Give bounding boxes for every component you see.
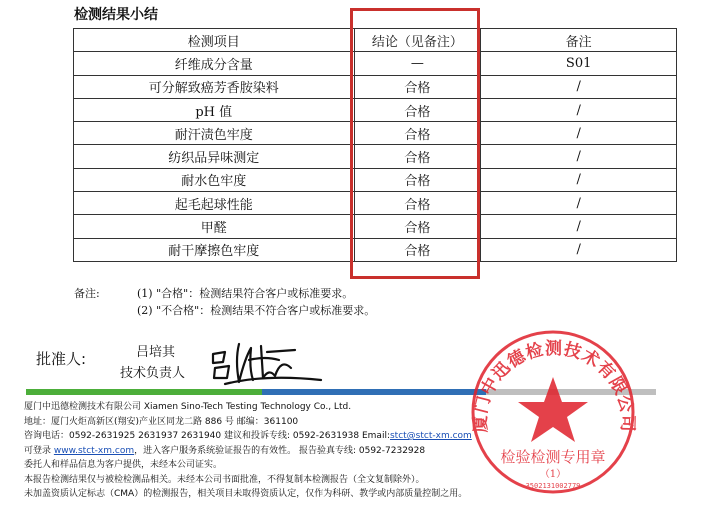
footer-address: 地址：厦门火炬高新区(翔安)产业区同龙二路 886 号 邮编：361100	[24, 416, 299, 427]
cell-conclusion: 合格	[354, 238, 481, 261]
company-seal-stamp	[468, 327, 638, 497]
cell-conclusion: 合格	[354, 192, 481, 215]
footer	[24, 400, 472, 502]
cell-remark: /	[481, 192, 677, 215]
svg-text:厦门中迅德检测技术有限公司: 厦门中迅德检测技术有限公司	[470, 339, 638, 433]
footer-disclaimer-1: 委托人和样品信息为客户提供，未经本公司证实。	[24, 460, 223, 470]
header-conclusion: 结论（见备注）	[354, 29, 481, 52]
header-test-item: 检测项目	[74, 29, 355, 52]
cell-conclusion: 合格	[354, 98, 481, 121]
cell-remark: /	[481, 122, 677, 145]
cell-conclusion: 合格	[354, 215, 481, 238]
cell-remark: /	[481, 168, 677, 191]
cell-conclusion: —	[354, 52, 481, 75]
cell-remark: S01	[481, 52, 677, 75]
footer-login-prefix: 可登录	[24, 445, 54, 456]
footer-phone: 咨询电话：0592-2631925 2631937 2631940 建议和投诉专线: 0592-2631938 Email:	[24, 431, 390, 441]
svg-text:3502131002779: 3502131002779	[525, 482, 581, 490]
cell-test-item: 耐水色牢度	[74, 168, 355, 191]
cell-test-item: 耐干摩擦色牢度	[74, 238, 355, 261]
signer-role: 技术负责人	[120, 366, 186, 381]
cell-test-item: 甲醛	[74, 215, 355, 238]
footer-company: 厦门中迅德检测技术有限公司 Xiamen Sino-Tech Testing Technology Co., Ltd.	[24, 402, 352, 412]
handwritten-signature	[205, 338, 325, 388]
notes-label: 备注:	[74, 287, 100, 300]
signer-block	[120, 342, 185, 384]
cell-test-item: pH 值	[74, 98, 355, 121]
cell-test-item: 起毛起球性能	[74, 192, 355, 215]
svg-text:（1）: （1）	[539, 469, 567, 480]
star-icon	[518, 377, 588, 442]
cell-test-item: 可分解致癌芳香胺染料	[74, 75, 355, 98]
footer-login-suffix: ，进入客户服务系统验证报告的有效性。 报告验真专线: 0592-7232928	[134, 445, 426, 456]
footer-color-bar	[26, 389, 486, 395]
color-bar-blue	[262, 389, 486, 395]
color-bar-green	[26, 389, 262, 395]
cell-conclusion: 合格	[354, 75, 481, 98]
cell-conclusion: 合格	[354, 145, 481, 168]
note-item: (1) "合格"：检测结果符合客户或标准要求。	[137, 287, 354, 300]
website-link[interactable]: www.stct-xm.com	[53, 445, 135, 456]
email-link[interactable]: stct@stct-xm.com	[389, 431, 472, 441]
cell-conclusion: 合格	[354, 168, 481, 191]
approver-label: 批准人:	[36, 350, 87, 368]
cell-test-item: 纺织品异味测定	[74, 145, 355, 168]
conclusion-highlight-box	[350, 8, 480, 279]
footer-verify	[24, 444, 472, 459]
header-remark: 备注	[481, 29, 677, 52]
svg-text:检验检测专用章: 检验检测专用章	[500, 448, 606, 466]
section-title: 检测结果小结	[74, 7, 158, 23]
footer-disclaimer-2: 本报告检测结果仅与被检检测品相关。未经本公司书面批准，不得复制本检测报告（全文复制除外）。	[24, 474, 425, 485]
cell-test-item: 耐汗渍色牢度	[74, 122, 355, 145]
cell-test-item: 纤维成分含量	[74, 52, 355, 75]
cell-remark: /	[481, 215, 677, 238]
cell-conclusion: 合格	[354, 122, 481, 145]
footer-disclaimer-3: 未加盖资质认定标志（CMA）的检测报告，相关项目未取得资质认定，仅作为科研、教学或内部质量控制之用。	[24, 489, 468, 499]
note-item: (2) "不合格"：检测结果不符合客户或标准要求。	[137, 304, 376, 317]
cell-remark: /	[481, 75, 677, 98]
cell-remark: /	[481, 238, 677, 261]
signer-name: 吕培其	[136, 345, 176, 360]
cell-remark: /	[481, 98, 677, 121]
footer-contact	[24, 429, 472, 444]
cell-remark: /	[481, 145, 677, 168]
